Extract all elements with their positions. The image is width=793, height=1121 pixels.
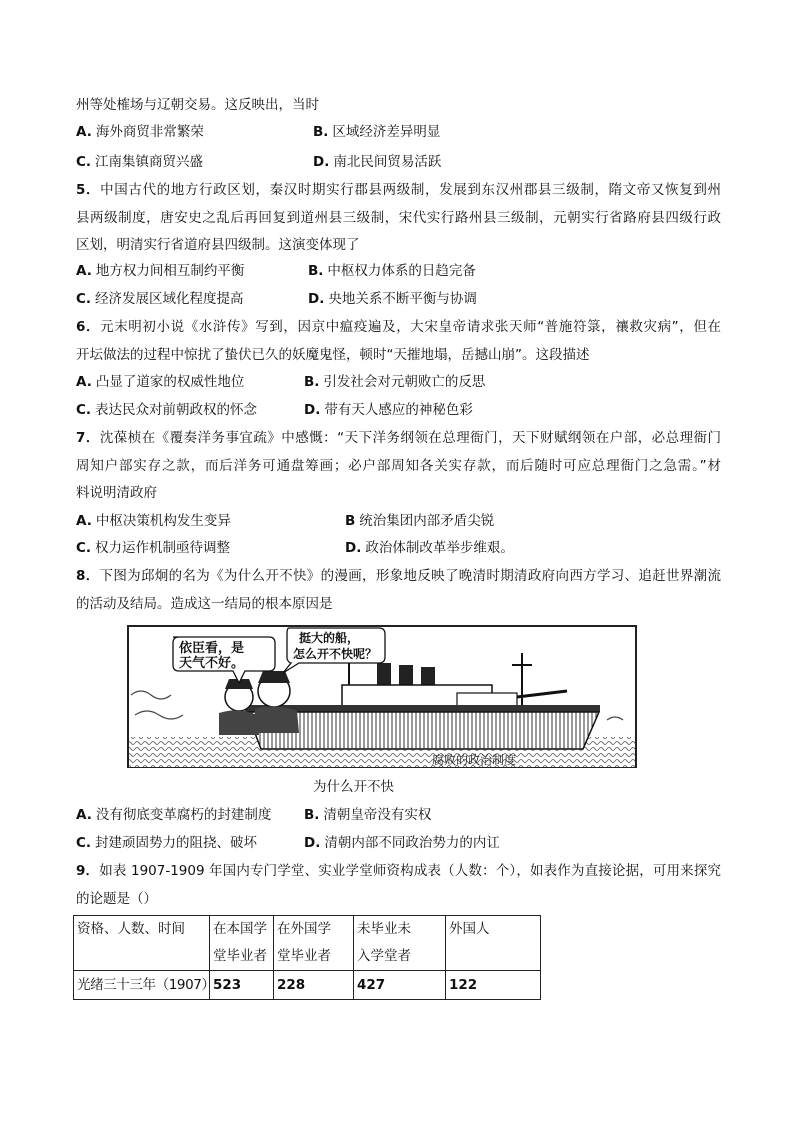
q8-option-b: B. 清朝皇帝没有实权 xyxy=(304,807,432,823)
emperor-speech-line-1: 挺大的船， xyxy=(299,631,360,645)
question-8-stem-line-2: 的活动及结局。造成这一结局的根本原因是 xyxy=(76,596,333,612)
question-number: 6． xyxy=(76,319,101,335)
emperor-hat xyxy=(258,671,290,683)
table-row xyxy=(74,971,541,1000)
q8-option-d: D. 清朝内部不同政治势力的内讧 xyxy=(304,835,500,851)
question-7-stem-line-2: 周知户部实存之款，而后洋务可通盘筹画；必户部周知各关实存款，而后随时可应总理衙门之急需。”材 xyxy=(76,458,721,474)
smokestack-2 xyxy=(399,665,413,687)
q5-option-c: C. 经济发展区域化程度提高 xyxy=(76,291,244,307)
ship-hull xyxy=(247,712,599,749)
q8-option-c: C. 封建顽固势力的阻挠、破坏 xyxy=(76,835,258,851)
q7-option-a: A. 中枢决策机构发生变异 xyxy=(76,513,231,529)
table-cell: 122 xyxy=(446,971,541,1000)
question-6-stem-line-2: 开坛做法的过程中惊扰了蛰伏已久的妖魔鬼怪，顿时“天摧地塌，岳撼山崩”。这段描述 xyxy=(76,347,590,363)
q8-option-a: A. 没有彻底变革腐朽的封建制度 xyxy=(76,807,272,823)
question-9-stem-line-2: 的论题是（） xyxy=(76,891,157,907)
table-cell: 228 xyxy=(274,971,354,1000)
question-number: 9． xyxy=(76,863,100,879)
ship-rear-deck xyxy=(457,693,517,707)
q5-option-d: D. 央地关系不断平衡与协调 xyxy=(308,291,477,307)
question-5-stem-line-1: 5．中国古代的地方行政区划，秦汉时期实行郡县两级制，发展到东汉州郡县三级制，隋文帝又恢复到州 xyxy=(76,182,722,198)
smokestack-3 xyxy=(421,667,435,687)
question-9-stem-line-1: 9．如表 1907-1909 年国内专门学堂、实业学堂师资构成表（人数：个），如表作为直接论据，可用来探究 xyxy=(76,863,721,879)
teacher-qualification-table xyxy=(73,915,541,1000)
q4-option-b: B. 区域经济差异明显 xyxy=(313,124,441,140)
table-header-cell: 在外国学堂毕业者 xyxy=(274,916,354,971)
table-cell: 523 xyxy=(210,971,274,1000)
minister-speech-line-1: 依臣看，是 xyxy=(179,641,245,656)
q7-option-b: B 统治集团内部矛盾尖锐 xyxy=(345,513,495,529)
table-cell: 427 xyxy=(354,971,446,1000)
question-number: 8． xyxy=(76,568,100,584)
q5-option-a: A. 地方权力间相互制约平衡 xyxy=(76,263,245,279)
table-header-cell: 未毕业未入学堂者 xyxy=(354,916,446,971)
figure-caption: 为什么开不快 xyxy=(313,779,394,795)
smokestack-1 xyxy=(377,663,391,687)
q4-option-d: D. 南北民间贸易活跃 xyxy=(313,154,442,170)
ship-deck-band xyxy=(245,705,600,712)
q6-option-c: C. 表达民众对前朝政权的怀念 xyxy=(76,402,258,418)
q7-option-c: C. 权力运作机制亟待调整 xyxy=(76,540,231,556)
question-number: 7． xyxy=(76,430,100,446)
q6-option-b: B. 引发社会对元朝败亡的反思 xyxy=(304,374,486,390)
question-6-stem-line-1: 6．元末明初小说《水浒传》写到，因京中瘟疫遍及，大宋皇帝请求张天师“普施符箓，禳救灾病”，但在 xyxy=(76,319,721,335)
question-4-stem-line: 州等处榷场与辽朝交易。这反映出，当时 xyxy=(76,97,319,113)
table-header-row xyxy=(74,916,541,971)
q6-option-a: A. 凸显了道家的权威性地位 xyxy=(76,374,245,390)
cartoon-image xyxy=(127,625,637,768)
minister-speech-line-2: 天气不好。 xyxy=(179,656,245,671)
sea-banner-label: 腐败的政治制度 xyxy=(432,753,517,767)
table-header-cell: 在本国学堂毕业者 xyxy=(210,916,274,971)
table-cell-year: 光绪三十三年（1907） xyxy=(74,971,210,1000)
question-7-stem-line-3: 料说明清政府 xyxy=(76,485,157,501)
q6-option-d: D. 带有天人感应的神秘色彩 xyxy=(304,402,473,418)
q4-option-a: A. 海外商贸非常繁荣 xyxy=(76,124,204,140)
table-header-cell: 资格、人数、时间 xyxy=(74,916,210,971)
table-header-cell: 外国人 xyxy=(446,916,541,971)
figure-bodies xyxy=(219,706,299,735)
question-8-stem-line-1: 8．下图为邱炯的名为《为什么开不快》的漫画，形象地反映了晚清时期清政府向西方学习、追赶世界潮流 xyxy=(76,568,721,584)
emperor-speech-line-2: 怎么开不快呢？ xyxy=(293,647,378,661)
q4-option-c: C. 江南集镇商贸兴盛 xyxy=(76,154,204,170)
q5-option-b: B. 中枢权力体系的日趋完备 xyxy=(308,263,476,279)
question-5-stem-line-3: 区划，明清实行省道府县四级制。这演变体现了 xyxy=(76,237,360,253)
question-5-stem-line-2: 县两级制度，唐安史之乱后再回复到道州县三级制，宋代实行路州县三级制，元朝实行省路府县四级行政 xyxy=(76,210,721,226)
question-number: 5． xyxy=(76,182,101,198)
q7-option-d: D. 政治体制改革举步维艰。 xyxy=(345,540,514,556)
question-7-stem-line-1: 7．沈葆桢在《覆奏洋务事宜疏》中感慨：“天下洋务纲领在总理衙门，天下财赋纲领在户部，必总理衙门 xyxy=(76,430,721,446)
